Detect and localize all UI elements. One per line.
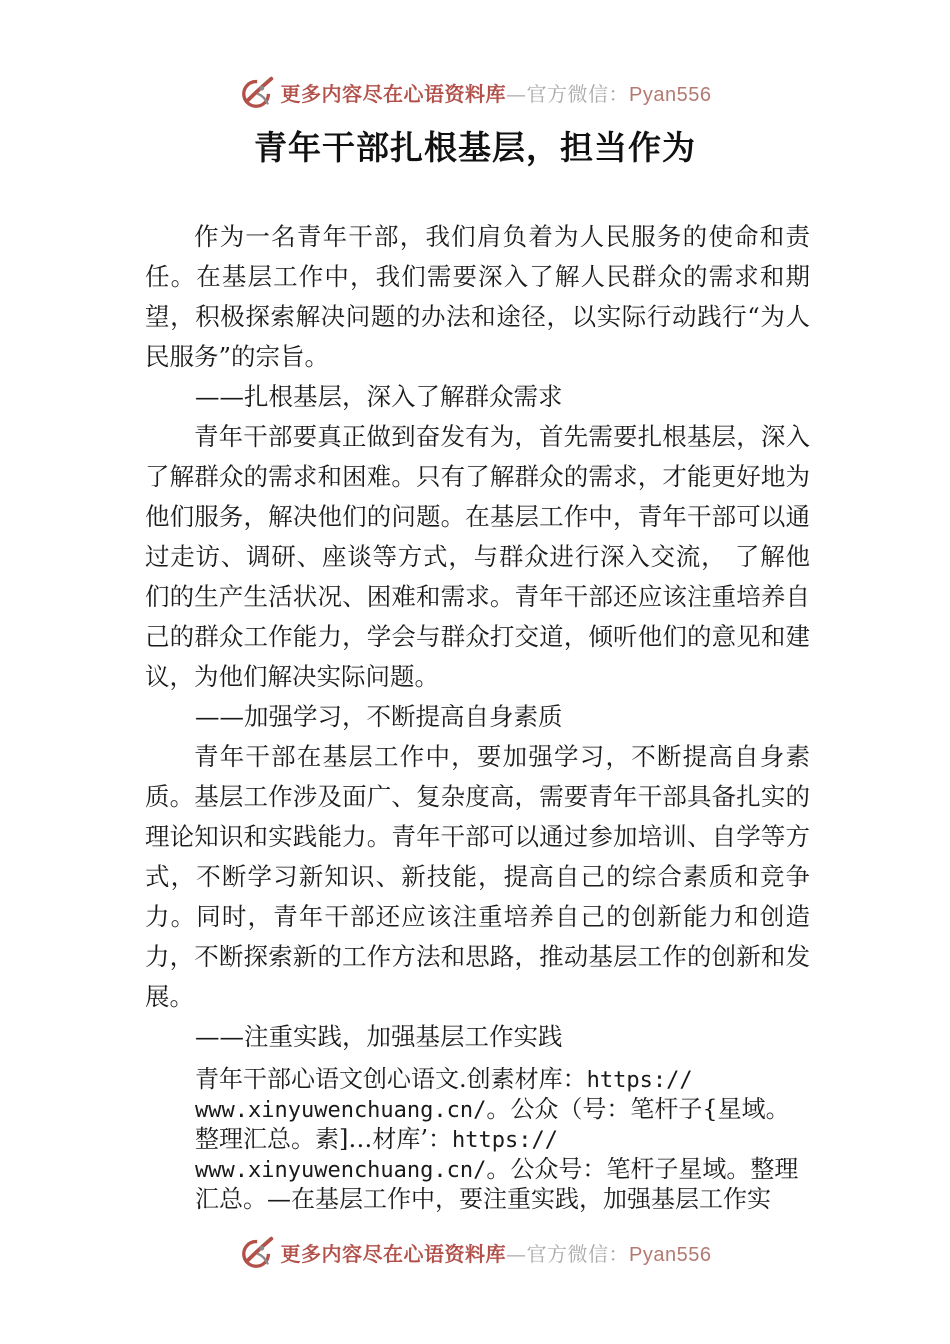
- banner-site-name: 更多内容尽在心语资料库: [280, 1241, 507, 1266]
- url-domain-1: www.xinyuwenchuang.cn/: [195, 1098, 487, 1123]
- section-paragraph-2: 青年干部在基层工作中，要加强学习，不断提高自身素质。基层工作涉及面广、复杂度高，需要青年干部具备扎实的理论知识和实践能力。青年干部可以通过参加培训、自学等方式，不断学习新知识、新技能，提高自己的综合素质和竞争力。同时，青年干部还应该注重培养自己的创新能力和创造力，不断探索新的工作方法和思路，推动基层工作的创新和发展。: [145, 742, 810, 1011]
- banner-wechat-id: Pyan556: [629, 1243, 712, 1266]
- brush-logo-icon: [239, 1233, 277, 1271]
- banner-wechat-label: —官方微信：: [506, 81, 630, 106]
- section3-text-1: 青年干部心语文创心语文.创素材库：: [195, 1065, 587, 1093]
- section-heading-3: ——注重实践，加强基层工作实践: [195, 1022, 563, 1051]
- brush-logo-icon: [239, 73, 277, 111]
- section-heading-1: ——扎根基层，深入了解群众需求: [195, 382, 563, 411]
- url-prefix-1: https://: [586, 1068, 693, 1093]
- banner-site-name: 更多内容尽在心语资料库: [280, 81, 507, 106]
- banner-text: [281, 1238, 712, 1267]
- document-title: 青年干部扎根基层，担当作为: [254, 128, 696, 167]
- url-domain-2: www.xinyuwenchuang.cn/: [195, 1158, 487, 1183]
- section-paragraph-1: 青年干部要真正做到奋发有为，首先需要扎根基层，深入了解群众的需求和困难。只有了解群众的需求，才能更好地为他们服务，解决他们的问题。在基层工作中，青年干部可以通过走访、调研、座谈等方式，与群众进行深入交流， 了解他们的生产生活状况、困难和需求。青年干部还应该注重培养自己的群众工作能力，学会与群众打交道，倾听他们的意见和建议，为他们解决实际问题。: [145, 422, 810, 691]
- section3-text-2: 。公众（号：笔杆子{星域。整理汇总。素]…材库’：: [195, 1095, 790, 1153]
- banner-wechat-id: Pyan556: [629, 83, 712, 106]
- banner-text: [281, 78, 712, 107]
- document-body: [145, 217, 810, 1214]
- section3-text-3: 。公众号：笔杆子星域。整理汇总。—在基层工作中，要注重实践，加强基层工作实: [195, 1155, 799, 1213]
- section-paragraph-3: [145, 1065, 810, 1214]
- section-heading-2: ——加强学习，不断提高自身素质: [195, 702, 563, 731]
- url-prefix-2: https://: [452, 1128, 558, 1153]
- intro-paragraph: 作为一名青年干部，我们肩负着为人民服务的使命和责任。在基层工作中，我们需要深入了解人民群众的需求和期望，积极探索解决问题的办法和途径，以实际行动践行“为人民服务”的宗旨。: [145, 222, 810, 371]
- banner-wechat-label: —官方微信：: [506, 1241, 630, 1266]
- footer-banner: [0, 1232, 950, 1272]
- header-banner: [0, 72, 950, 112]
